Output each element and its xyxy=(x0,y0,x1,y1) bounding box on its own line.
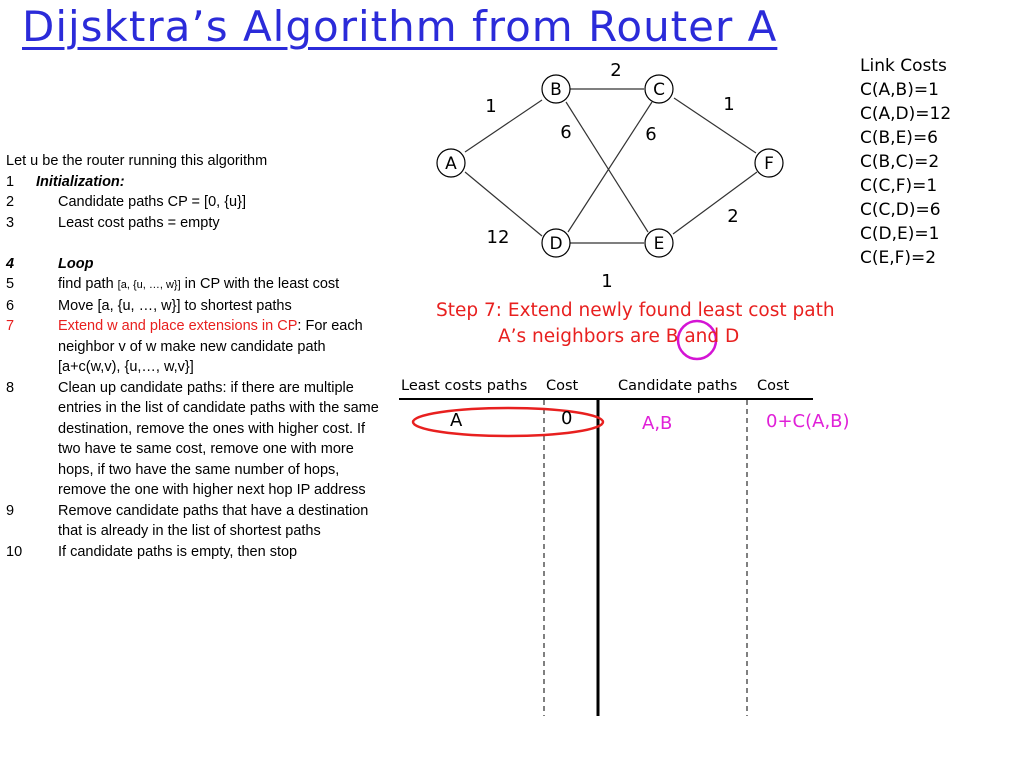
algorithm-step xyxy=(6,172,391,193)
step-text: If candidate paths is empty, then stop xyxy=(58,543,298,560)
link-cost-item: C(E,F)=2 xyxy=(860,248,937,268)
graph-edges xyxy=(465,89,757,243)
slide-title: Dijsktra’s Algorithm from Router A xyxy=(22,2,778,51)
least-cost-value-cell: 0 xyxy=(561,408,573,429)
algorithm-intro: Let u be the router running this algorithm xyxy=(6,153,268,169)
least-cost-header: Cost xyxy=(546,378,579,394)
step-text: Least cost paths = empty xyxy=(58,214,220,231)
link-cost-item: C(D,E)=1 xyxy=(860,224,940,244)
node-b xyxy=(542,75,570,103)
step-number: 2 xyxy=(6,194,15,210)
node-e xyxy=(645,229,673,257)
cost-label-c-d: 6 xyxy=(645,124,657,145)
step-number: 9 xyxy=(6,502,15,519)
node-d-label: D xyxy=(549,234,563,254)
cost-label-c-f: 1 xyxy=(723,94,735,115)
node-d xyxy=(542,229,570,257)
cost-label-b-c: 2 xyxy=(610,60,622,81)
algorithm-step xyxy=(6,378,391,501)
algorithm-step xyxy=(6,316,391,378)
step-number: 5 xyxy=(6,276,15,292)
link-costs-heading: Link Costs xyxy=(860,56,947,76)
step-number: 1 xyxy=(6,173,15,190)
step-text: Move [a, {u, …, w}] to shortest paths xyxy=(58,297,292,314)
algorithm-step xyxy=(6,254,391,275)
candidate-cost-cell: 0+C(A,B) xyxy=(766,411,850,432)
step-title: Step 7: Extend newly found least cost path xyxy=(436,300,835,321)
cost-label-e-f: 2 xyxy=(727,206,739,227)
step-text-part: : For each neighbor v of w make new candidate path [a+c(w,v), {u,…, w,v}] xyxy=(58,318,363,375)
algorithm-step xyxy=(6,501,391,542)
algorithm-description xyxy=(6,151,391,562)
step-number: 6 xyxy=(6,297,15,314)
step-text-part: in CP with the least cost xyxy=(180,276,340,292)
node-c-label: C xyxy=(653,80,665,100)
node-a xyxy=(437,149,465,177)
step-number: 4 xyxy=(6,255,15,272)
candidate-path-cell: A,B xyxy=(642,413,673,434)
node-c xyxy=(645,75,673,103)
cost-label-a-b: 1 xyxy=(485,96,497,117)
step-text: Initialization: xyxy=(36,173,125,190)
node-e-label: E xyxy=(653,234,665,254)
edge-c-f xyxy=(674,98,756,153)
least-cost-path-cell: A xyxy=(450,410,463,431)
algorithm-step xyxy=(6,274,391,296)
step-number: 10 xyxy=(6,543,23,560)
edge-b-e xyxy=(566,102,648,232)
link-cost-item: C(C,F)=1 xyxy=(860,176,938,196)
edge-e-f xyxy=(673,172,757,234)
step-text: Remove candidate paths that have a destination that is already in the list of shortest paths xyxy=(58,502,369,539)
highlight-ellipse-a-row xyxy=(413,408,603,436)
candidate-paths-header: Candidate paths xyxy=(618,378,738,394)
cost-label-b-e: 6 xyxy=(560,122,572,143)
node-f xyxy=(755,149,783,177)
step-text-highlight: Extend w and place extensions in CP xyxy=(58,318,298,334)
node-f-label: F xyxy=(764,154,774,174)
algorithm-step xyxy=(6,192,391,213)
link-costs-panel xyxy=(860,54,951,270)
step-text: Loop xyxy=(58,255,94,272)
step-text-path: [a, {u, …, w}] xyxy=(117,279,181,291)
candidate-cost-header: Cost xyxy=(757,378,790,394)
algorithm-step xyxy=(6,542,391,563)
link-cost-item: C(A,D)=12 xyxy=(860,104,952,124)
link-cost-item: C(B,E)=6 xyxy=(860,128,939,148)
node-a-label: A xyxy=(445,154,457,174)
link-cost-item: C(A,B)=1 xyxy=(860,80,939,100)
edge-c-d xyxy=(568,102,652,232)
step-text-part: find path xyxy=(58,276,118,292)
cost-label-d-e: 1 xyxy=(601,271,613,292)
step-number: 8 xyxy=(6,379,15,396)
step-text: Candidate paths CP = [0, {u}] xyxy=(58,194,246,210)
step-text: Clean up candidate paths: if there are multiple entries in the list of candidate paths with the same destination, remove the ones with higher cost. If two have te same cost, remove one with more hops, if two have the same number of hops, remove the one with higher next hop IP address xyxy=(58,379,379,498)
least-cost-paths-header: Least costs paths xyxy=(401,378,528,394)
link-cost-item: C(C,D)=6 xyxy=(860,200,941,220)
edge-a-b xyxy=(465,100,542,152)
step-text xyxy=(58,274,391,296)
step-number: 7 xyxy=(6,318,15,334)
algorithm-step xyxy=(6,213,391,234)
algorithm-step xyxy=(6,296,391,317)
link-cost-item: C(B,C)=2 xyxy=(860,152,940,172)
step-number: 3 xyxy=(6,214,15,231)
step-subtitle: A’s neighbors are B and D xyxy=(498,326,740,347)
step-text xyxy=(58,316,391,378)
cost-label-a-d: 12 xyxy=(486,227,510,248)
node-b-label: B xyxy=(550,80,562,100)
